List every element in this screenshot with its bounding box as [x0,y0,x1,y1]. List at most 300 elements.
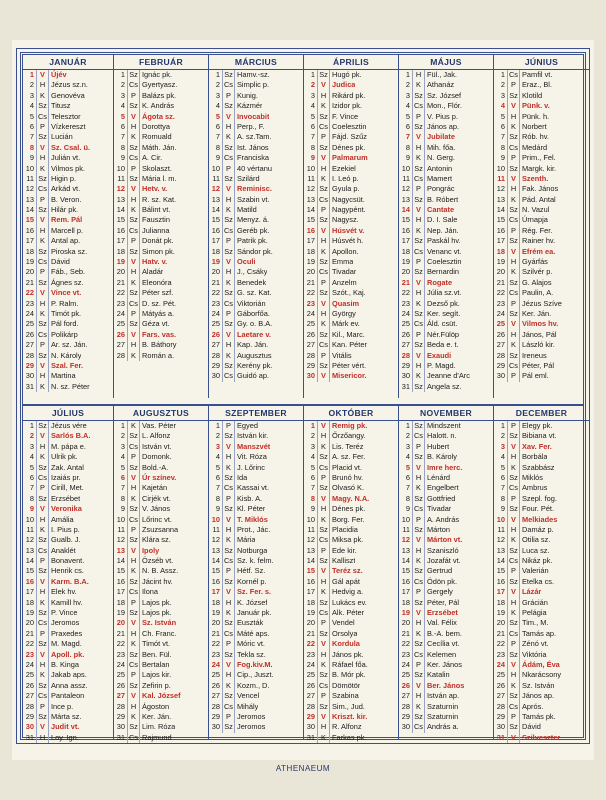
name-day-saint: Sz. István [522,680,555,690]
day-row [399,319,493,329]
day-row [114,442,208,452]
day-number: 20 [401,618,410,628]
weekday-letter: V [127,112,140,122]
name-day-saint: B. Károly [427,452,457,462]
name-day-saint: Gyárfás [522,257,548,267]
day-number: 15 [25,215,34,225]
weekday-letter: P [412,515,425,525]
calendar-frame [20,52,586,740]
name-day-saint: Fájd. Szűz [332,132,367,142]
day-number: 24 [25,659,34,669]
day-row [304,101,398,111]
weekday-letter: Cs [128,732,139,742]
name-day-saint: János ap. [427,121,460,131]
weekday-letter: V [36,577,49,587]
day-row [304,267,398,277]
weekday-letter: Cs [128,80,139,90]
weekday-letter: K [412,371,425,381]
day-row [304,153,398,163]
weekday-letter: Sz [36,681,49,691]
day-number: 7 [215,132,220,142]
day-number: 17 [116,236,125,246]
day-row [399,431,493,441]
name-day-saint: Antonin [427,163,453,173]
day-number: 4 [500,452,505,462]
weekday-letter: H [317,577,330,587]
day-number: 24 [116,659,125,669]
day-number: 16 [401,225,410,235]
name-day-saint: István vt. [142,441,172,451]
name-day-saint: Szót., Kaj. [332,288,366,298]
name-day-saint: Benedek [237,277,267,287]
day-row [209,452,303,462]
day-row [494,733,589,743]
day-row [209,247,303,257]
weekday-letter: P [317,691,330,701]
weekday-letter: Sz [317,483,330,493]
name-day-saint: Polikárp [51,329,78,339]
name-day-saint: V. János [142,504,171,514]
day-number: 6 [310,121,315,131]
day-number: 29 [211,711,220,721]
day-row [114,722,208,732]
day-row [23,299,113,309]
weekday-letter: H [507,330,520,340]
day-row [209,278,303,288]
day-row [494,442,589,452]
weekday-letter: Sz [127,535,140,545]
weekday-letter: Sz [412,164,425,174]
weekday-letter: H [412,691,425,701]
weekday-letter: H [36,226,49,236]
day-row [399,650,493,660]
day-number: 27 [211,691,220,701]
day-number: 19 [25,257,34,267]
name-day-saint: Efrém ea. [522,246,556,256]
day-number: 8 [405,493,410,503]
day-row [114,566,208,576]
day-row [23,215,113,225]
weekday-letter: H [317,722,330,732]
weekday-letter: H [36,442,49,452]
day-number: 5 [215,111,220,121]
day-number: 2 [500,431,505,441]
day-row [494,143,589,153]
day-number: 3 [120,441,125,451]
day-number: 23 [496,298,505,308]
weekday-letter: Cs [318,194,329,204]
weekday-letter: Cs [318,267,329,277]
weekday-letter: V [127,330,140,340]
weekday-letter: H [507,184,520,194]
day-row [209,639,303,649]
weekday-letter: Cs [37,691,48,701]
day-row [494,670,589,680]
day-number: 15 [306,566,315,576]
weekday-letter: V [412,132,425,142]
weekday-letter: P [317,618,330,628]
day-number: 4 [215,101,220,111]
name-day-saint: M. Magd. [51,639,82,649]
weekday-letter: Sz [507,650,520,660]
day-row [209,91,303,101]
name-day-saint: Jézus sz.n. [51,80,88,90]
name-day-saint: Fáb., Seb. [51,267,86,277]
day-row [114,650,208,660]
name-day-saint: Gergely [427,587,453,597]
weekday-letter: Sz [127,215,140,225]
name-day-saint: Dorottya [142,121,170,131]
day-row [494,371,589,381]
day-row [399,556,493,566]
weekday-letter: H [36,371,49,381]
day-row [209,143,303,153]
day-number: 26 [306,329,315,339]
day-row [399,70,493,80]
weekday-letter: K [507,122,520,132]
weekday-letter: K [36,236,49,246]
day-row [209,660,303,670]
name-day-saint: Fog.kiv.M. [237,659,273,669]
day-number: 10 [25,514,34,524]
name-day-saint: Nagycsüt. [332,194,365,204]
weekday-letter: Cs [413,576,424,586]
name-day-saint: Mária [237,535,256,545]
day-row [399,629,493,639]
day-row [23,515,113,525]
day-row [23,639,113,649]
weekday-letter: P [412,184,425,194]
day-row [399,515,493,525]
weekday-letter: K [412,483,425,493]
day-row [494,473,589,483]
month-1 [23,55,114,398]
name-day-saint: Katalin [427,670,450,680]
second-half-year [23,404,583,742]
day-row [494,319,589,329]
day-number: 28 [116,350,125,360]
day-number: 2 [29,431,34,441]
name-day-saint: Kriszt. kir. [332,711,368,721]
day-number: 4 [120,101,125,111]
weekday-letter: K [36,91,49,101]
weekday-letter: V [317,639,330,649]
day-row [399,330,493,340]
day-number: 5 [405,111,410,121]
name-day-saint: I. Leó p. [332,173,359,183]
name-day-saint: N. sz. Péter [51,381,90,391]
name-day-saint: N. B. Assz. [142,566,179,576]
day-number: 8 [215,493,220,503]
name-day-saint: János pk. [332,649,364,659]
name-day-saint: Kalliszt [332,556,356,566]
day-row [209,330,303,340]
weekday-letter: P [127,598,140,608]
weekday-letter: H [507,598,520,608]
day-number: 5 [120,111,125,121]
day-number: 22 [25,288,34,298]
day-row [209,483,303,493]
name-day-saint: Etelka cs. [522,576,555,586]
day-number: 23 [496,649,505,659]
day-row [399,267,493,277]
day-row [399,608,493,618]
weekday-letter: V [507,515,520,525]
day-row [494,184,589,194]
weekday-letter: V [317,299,330,309]
day-row [399,91,493,101]
day-number: 13 [211,545,220,555]
day-row [494,80,589,90]
name-day-saint: Szenth. [522,173,549,183]
day-row [23,577,113,587]
weekday-letter: V [507,733,520,743]
day-row [304,278,398,288]
day-row [399,153,493,163]
day-row [494,236,589,246]
name-day-saint: Ede kir. [332,545,357,555]
name-day-saint: Szilárd [237,173,260,183]
day-number: 18 [401,597,410,607]
weekday-letter: Sz [222,431,235,441]
day-number: 2 [120,431,125,441]
day-row [23,361,113,371]
day-row [494,660,589,670]
day-number: 11 [26,524,34,534]
day-number: 22 [401,288,410,298]
name-day-saint: Vilmos hv. [522,319,559,329]
weekday-letter: Cs [508,483,519,493]
day-number: 17 [306,236,315,246]
day-row [114,525,208,535]
name-day-saint: Ignác pk. [142,70,172,79]
name-day-saint: Cirill, Met. [51,483,84,493]
weekday-letter: P [507,153,520,163]
name-day-saint: Áld. csüt. [427,319,458,329]
day-number: 25 [496,319,505,329]
day-number: 29 [306,711,315,721]
first-half-year [23,55,583,398]
day-row [304,618,398,628]
weekday-letter: Cs [37,257,48,267]
day-number: 14 [496,556,505,566]
name-day-saint: Ipoly [142,545,160,555]
weekday-letter: Sz [317,112,330,122]
day-row [399,278,493,288]
day-number: 19 [306,608,315,618]
weekday-letter: Sz [222,722,235,732]
name-day-saint: Gyula p. [332,184,360,194]
name-day-saint: Romuald [142,132,172,142]
day-row [304,515,398,525]
day-number: 17 [211,236,220,246]
weekday-letter: V [36,143,49,153]
day-number: 5 [29,111,34,121]
day-row [494,691,589,701]
day-row [494,174,589,184]
day-row [399,236,493,246]
day-row [399,309,493,319]
weekday-letter: P [222,494,235,504]
day-number: 22 [496,288,505,298]
day-number: 14 [306,556,315,566]
name-day-saint: Ch. Franc. [142,628,177,638]
day-number: 8 [500,493,505,503]
name-day-saint: Ráfael főa. [332,659,368,669]
name-day-saint: Szabin vt. [237,194,270,204]
weekday-letter: P [507,80,520,90]
day-row [23,91,113,101]
name-day-saint: Aprós. [522,701,544,711]
day-number: 2 [215,80,220,90]
weekday-letter: Sz [36,205,49,215]
day-number: 6 [215,472,220,482]
day-row [209,205,303,215]
day-row [399,371,493,381]
weekday-letter: V [222,184,235,194]
day-number: 8 [405,142,410,152]
day-row [304,236,398,246]
weekday-letter: V [317,421,330,431]
weekday-letter: H [127,122,140,132]
weekday-letter: H [127,340,140,350]
weekday-letter: V [36,361,49,371]
day-number: 29 [401,360,410,370]
name-day-saint: K. József [237,597,268,607]
day-number: 9 [120,153,125,163]
name-day-saint: B. Báthory [142,340,177,350]
name-day-saint: Borg. Fer. [332,514,365,524]
name-day-saint: Péter, Pál [427,597,460,607]
name-day-saint: Balázs pk. [142,90,177,100]
day-number: 29 [306,360,315,370]
day-number: 3 [310,90,315,100]
day-number: 3 [500,90,505,100]
day-number: 27 [25,691,34,701]
day-number: 4 [29,452,34,462]
name-day-saint: Őrzőangy. [332,431,366,441]
weekday-letter: Sz [317,330,330,340]
name-day-saint: Athanáz [427,80,455,90]
weekday-letter: Sz [412,236,425,246]
weekday-letter: Sz [222,546,235,556]
month-name: FEBRUÁR [114,55,208,70]
weekday-letter: H [36,587,49,597]
day-number: 7 [310,483,315,493]
name-day-saint: István ap. [427,691,460,701]
weekday-letter: V [317,712,330,722]
day-row [304,556,398,566]
day-row [494,361,589,371]
name-day-saint: Nkarácsony [522,670,562,680]
name-day-saint: P. Ralm. [51,298,79,308]
day-number: 16 [306,225,315,235]
day-number: 1 [500,70,505,79]
day-row [114,629,208,639]
day-number: 20 [211,267,220,277]
day-row [23,431,113,441]
day-row [399,494,493,504]
weekday-letter: Cs [508,701,519,711]
weekday-letter: Cs [223,483,234,493]
weekday-letter: Cs [223,225,234,235]
weekday-letter: Sz [222,577,235,587]
day-row [399,195,493,205]
day-row [494,205,589,215]
name-day-saint: Timót pk. [51,308,82,318]
name-day-saint: Vit. Róza [237,452,267,462]
day-row [23,278,113,288]
day-row [23,670,113,680]
name-day-saint: Jézus vére [51,421,87,430]
day-number: 12 [25,184,34,194]
name-day-saint: Máté aps. [237,628,270,638]
day-number: 28 [25,350,34,360]
name-day-saint: D. sz. Pét. [142,298,177,308]
day-number: 6 [120,472,125,482]
weekday-letter: Sz [36,319,49,329]
day-row [114,515,208,525]
day-row [304,629,398,639]
day-number: 24 [401,659,410,669]
day-number: 30 [496,371,505,381]
name-day-saint: Palmarum [332,153,368,163]
day-row [209,535,303,545]
weekday-letter: Cs [37,111,48,121]
weekday-letter: Sz [317,556,330,566]
day-number: 26 [116,329,125,339]
name-day-saint: Ber. János [427,680,465,690]
weekday-letter: P [507,712,520,722]
name-day-saint: Nagysz. [332,215,359,225]
day-row [399,577,493,587]
day-number: 27 [211,340,220,350]
weekday-letter: H [127,267,140,277]
day-number: 22 [306,288,315,298]
day-number: 7 [120,132,125,142]
day-number: 16 [211,576,220,586]
weekday-letter: K [127,639,140,649]
name-day-saint: Péter szf. [142,288,174,298]
day-row [494,112,589,122]
day-number: 1 [29,70,34,79]
day-number: 9 [405,504,410,514]
day-row [114,702,208,712]
weekday-letter: Sz [507,577,520,587]
name-day-saint: Hugó pk. [332,70,362,79]
month-name: SZEPTEMBER [209,406,303,421]
day-row [304,361,398,371]
day-row [304,691,398,701]
name-day-saint: Péter vért. [332,360,367,370]
month-name: NOVEMBER [399,406,493,421]
weekday-letter: H [507,112,520,122]
day-row [494,577,589,587]
name-day-saint: Ádám, Éva [522,659,560,669]
day-row [209,702,303,712]
weekday-letter: K [412,556,425,566]
day-number: 5 [405,462,410,472]
day-row [494,722,589,732]
day-number: 29 [496,711,505,721]
day-row [209,101,303,111]
name-day-saint: Karm. B.A. [51,576,89,586]
weekday-letter: V [36,215,49,225]
month-12 [494,406,589,742]
name-day-saint: Hetv. v. [142,184,168,194]
day-row [399,618,493,628]
day-number: 30 [25,722,34,732]
